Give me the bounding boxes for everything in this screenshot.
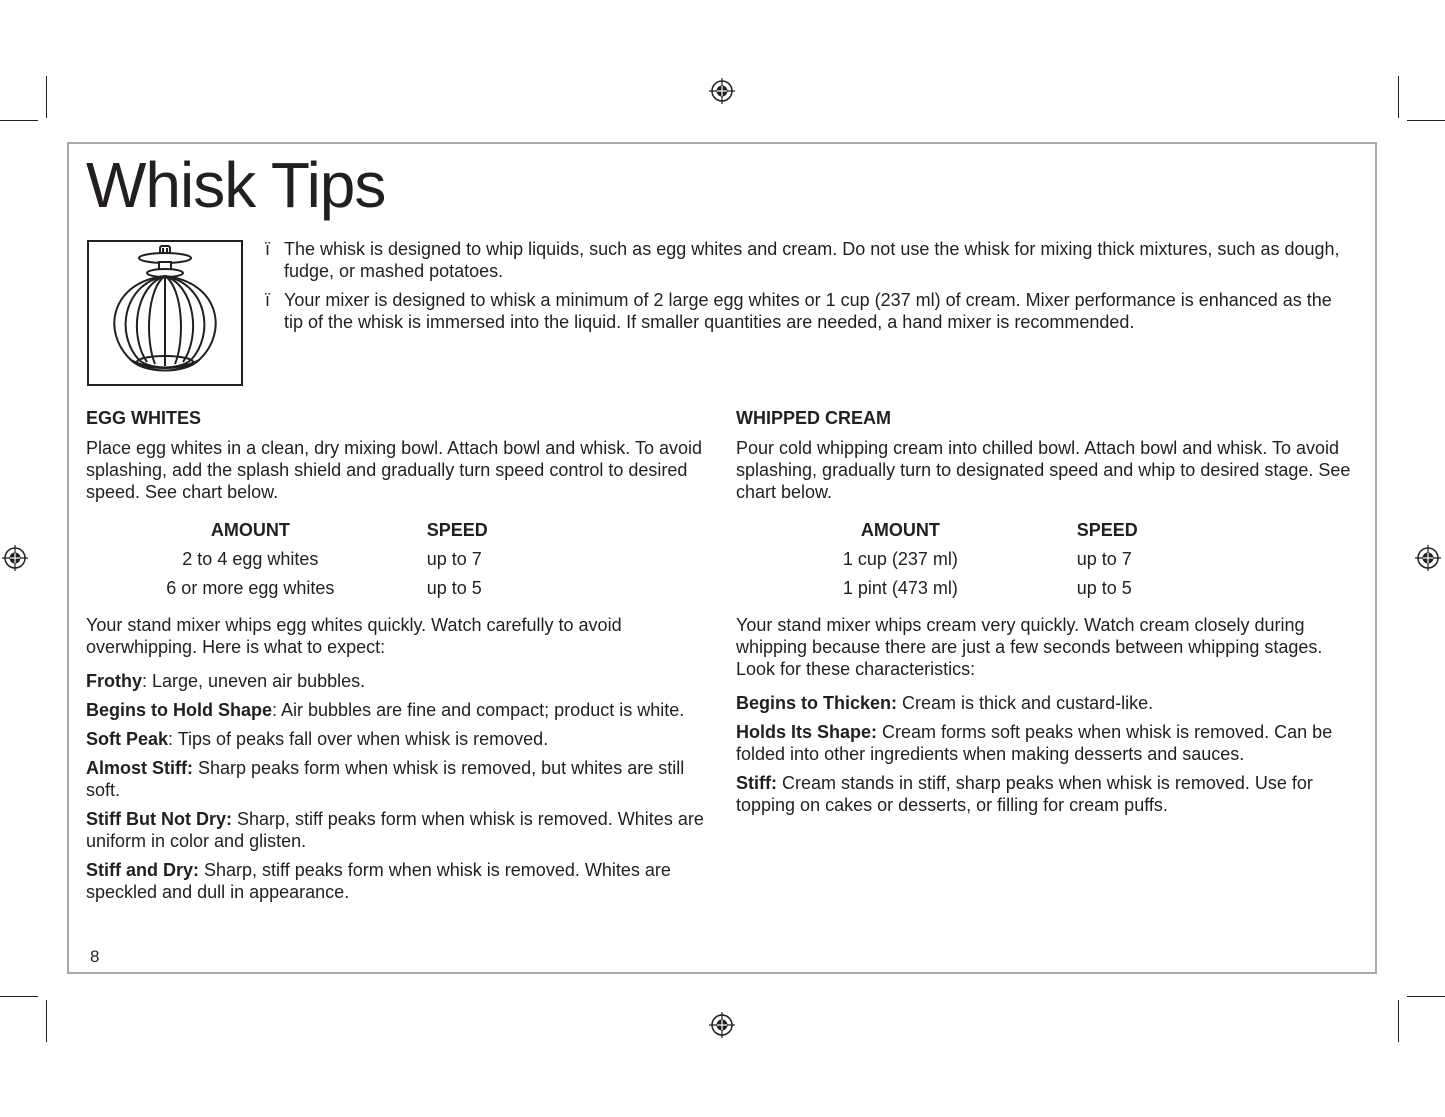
registration-mark-icon [1415, 545, 1441, 571]
egg-whites-section [86, 407, 711, 910]
chart-row [86, 573, 606, 602]
stage-term: Almost Stiff: [86, 758, 193, 778]
stage-item [86, 808, 711, 852]
egg-whites-expect: Your stand mixer whips egg whites quickly. Watch carefully to avoid overwhipping. Here is what to expect: [86, 615, 622, 657]
whipped-cream-speed-chart [736, 515, 1256, 602]
registration-mark-icon [709, 78, 735, 104]
amount-cell: 1 cup (237 ml) [842, 548, 958, 569]
stage-item [86, 859, 711, 903]
whipped-cream-heading: WHIPPED CREAM [736, 408, 892, 428]
crop-mark [1398, 1000, 1399, 1042]
tips-list [262, 238, 1342, 340]
stage-term: Holds Its Shape: [736, 722, 878, 742]
tip-text: The whisk is designed to whip liquids, such as egg whites and cream. Do not use the whisk for mixing thick mixtures, such as dough, fudge, or mashed potatoes. [284, 239, 1340, 281]
whipped-cream-expect: Your stand mixer whips cream very quickly. Watch cream closely during whipping because there are just a few seconds between whipping stages. Look for these characteristics: [736, 615, 1323, 679]
stage-term: Soft Peak [86, 729, 169, 749]
bullet-glyph: ï [265, 239, 271, 259]
stage-term: Begins to Hold Shape [86, 700, 273, 720]
amount-cell: 6 or more egg whites [166, 577, 335, 598]
stage-desc: Cream is thick and custard-like. [897, 693, 1154, 713]
chart-header-row [736, 515, 1256, 544]
speed-header: SPEED [1076, 519, 1138, 540]
tip-item [262, 289, 1342, 333]
stage-item [86, 670, 711, 692]
amount-cell: 1 pint (473 ml) [842, 577, 958, 598]
crop-mark [46, 76, 47, 118]
whipped-cream-intro: Pour cold whipping cream into chilled bowl. Attach bowl and whisk. To avoid splashing, gradually turn to designated speed and whip to desired stage. See chart below. [736, 438, 1351, 502]
stage-item [86, 699, 711, 721]
stage-desc: Cream forms soft peaks when whisk is removed. Can be folded into other ingredients when making desserts and sauces. [736, 722, 1333, 764]
amount-header: AMOUNT [210, 519, 290, 540]
tip-text: Your mixer is designed to whisk a minimum of 2 large egg whites or 1 cup (237 ml) of cream. Mixer performance is enhanced as the tip of the whisk is immersed into the liquid. If smaller quantities are needed, a hand mixer is recommended. [284, 290, 1332, 332]
crop-mark [1407, 120, 1445, 121]
stage-item [86, 728, 711, 750]
stage-term: Stiff and Dry: [86, 860, 200, 880]
registration-mark-icon [709, 1012, 735, 1038]
stage-item [86, 757, 711, 801]
amount-header: AMOUNT [860, 519, 940, 540]
whisk-icon [89, 242, 241, 384]
egg-whites-intro: Place egg whites in a clean, dry mixing bowl. Attach bowl and whisk. To avoid splashing, add the splash shield and gradually turn speed control to desired speed. See chart below. [86, 438, 702, 502]
speed-cell: up to 5 [1076, 577, 1132, 598]
speed-cell: up to 5 [426, 577, 482, 598]
stage-desc: Sharp, stiff peaks form when whisk is removed. Whites are uniform in color and glisten. [86, 809, 704, 851]
stage-term: Frothy [86, 671, 142, 691]
chart-row [736, 544, 1256, 573]
stage-desc: : Large, uneven air bubbles. [142, 671, 366, 691]
tip-item [262, 238, 1342, 282]
stage-desc: : Air bubbles are fine and compact; product is white. [272, 700, 685, 720]
stage-item [736, 692, 1361, 714]
stage-desc: Cream stands in stiff, sharp peaks when whisk is removed. Use for topping on cakes or desserts, or filling for cream puffs. [736, 773, 1313, 815]
stage-desc: Sharp peaks form when whisk is removed, but whites are still soft. [86, 758, 685, 800]
chart-row [736, 573, 1256, 602]
stage-desc: : Tips of peaks fall over when whisk is removed. [168, 729, 549, 749]
egg-whites-heading: EGG WHITES [86, 408, 202, 428]
speed-cell: up to 7 [426, 548, 482, 569]
stage-term: Stiff But Not Dry: [86, 809, 232, 829]
page-title: Whisk Tips [86, 149, 386, 221]
whisk-illustration-box [87, 240, 243, 386]
stage-term: Begins to Thicken: [736, 693, 898, 713]
page-number: 8 [90, 947, 100, 966]
amount-cell: 2 to 4 egg whites [182, 548, 319, 569]
crop-mark [0, 996, 38, 997]
bullet-glyph: ï [265, 290, 271, 310]
speed-header: SPEED [426, 519, 488, 540]
crop-mark [0, 120, 38, 121]
whipped-cream-section [736, 407, 1361, 823]
stage-desc: Sharp, stiff peaks form when whisk is removed. Whites are speckled and dull in appearance. [86, 860, 671, 902]
egg-whites-speed-chart [86, 515, 606, 602]
crop-mark [1407, 996, 1445, 997]
stage-term: Stiff: [736, 773, 777, 793]
chart-row [86, 544, 606, 573]
crop-mark [1398, 76, 1399, 118]
stage-item [736, 772, 1361, 816]
speed-cell: up to 7 [1076, 548, 1132, 569]
stage-item [736, 721, 1361, 765]
chart-header-row [86, 515, 606, 544]
crop-mark [46, 1000, 47, 1042]
registration-mark-icon [2, 545, 28, 571]
